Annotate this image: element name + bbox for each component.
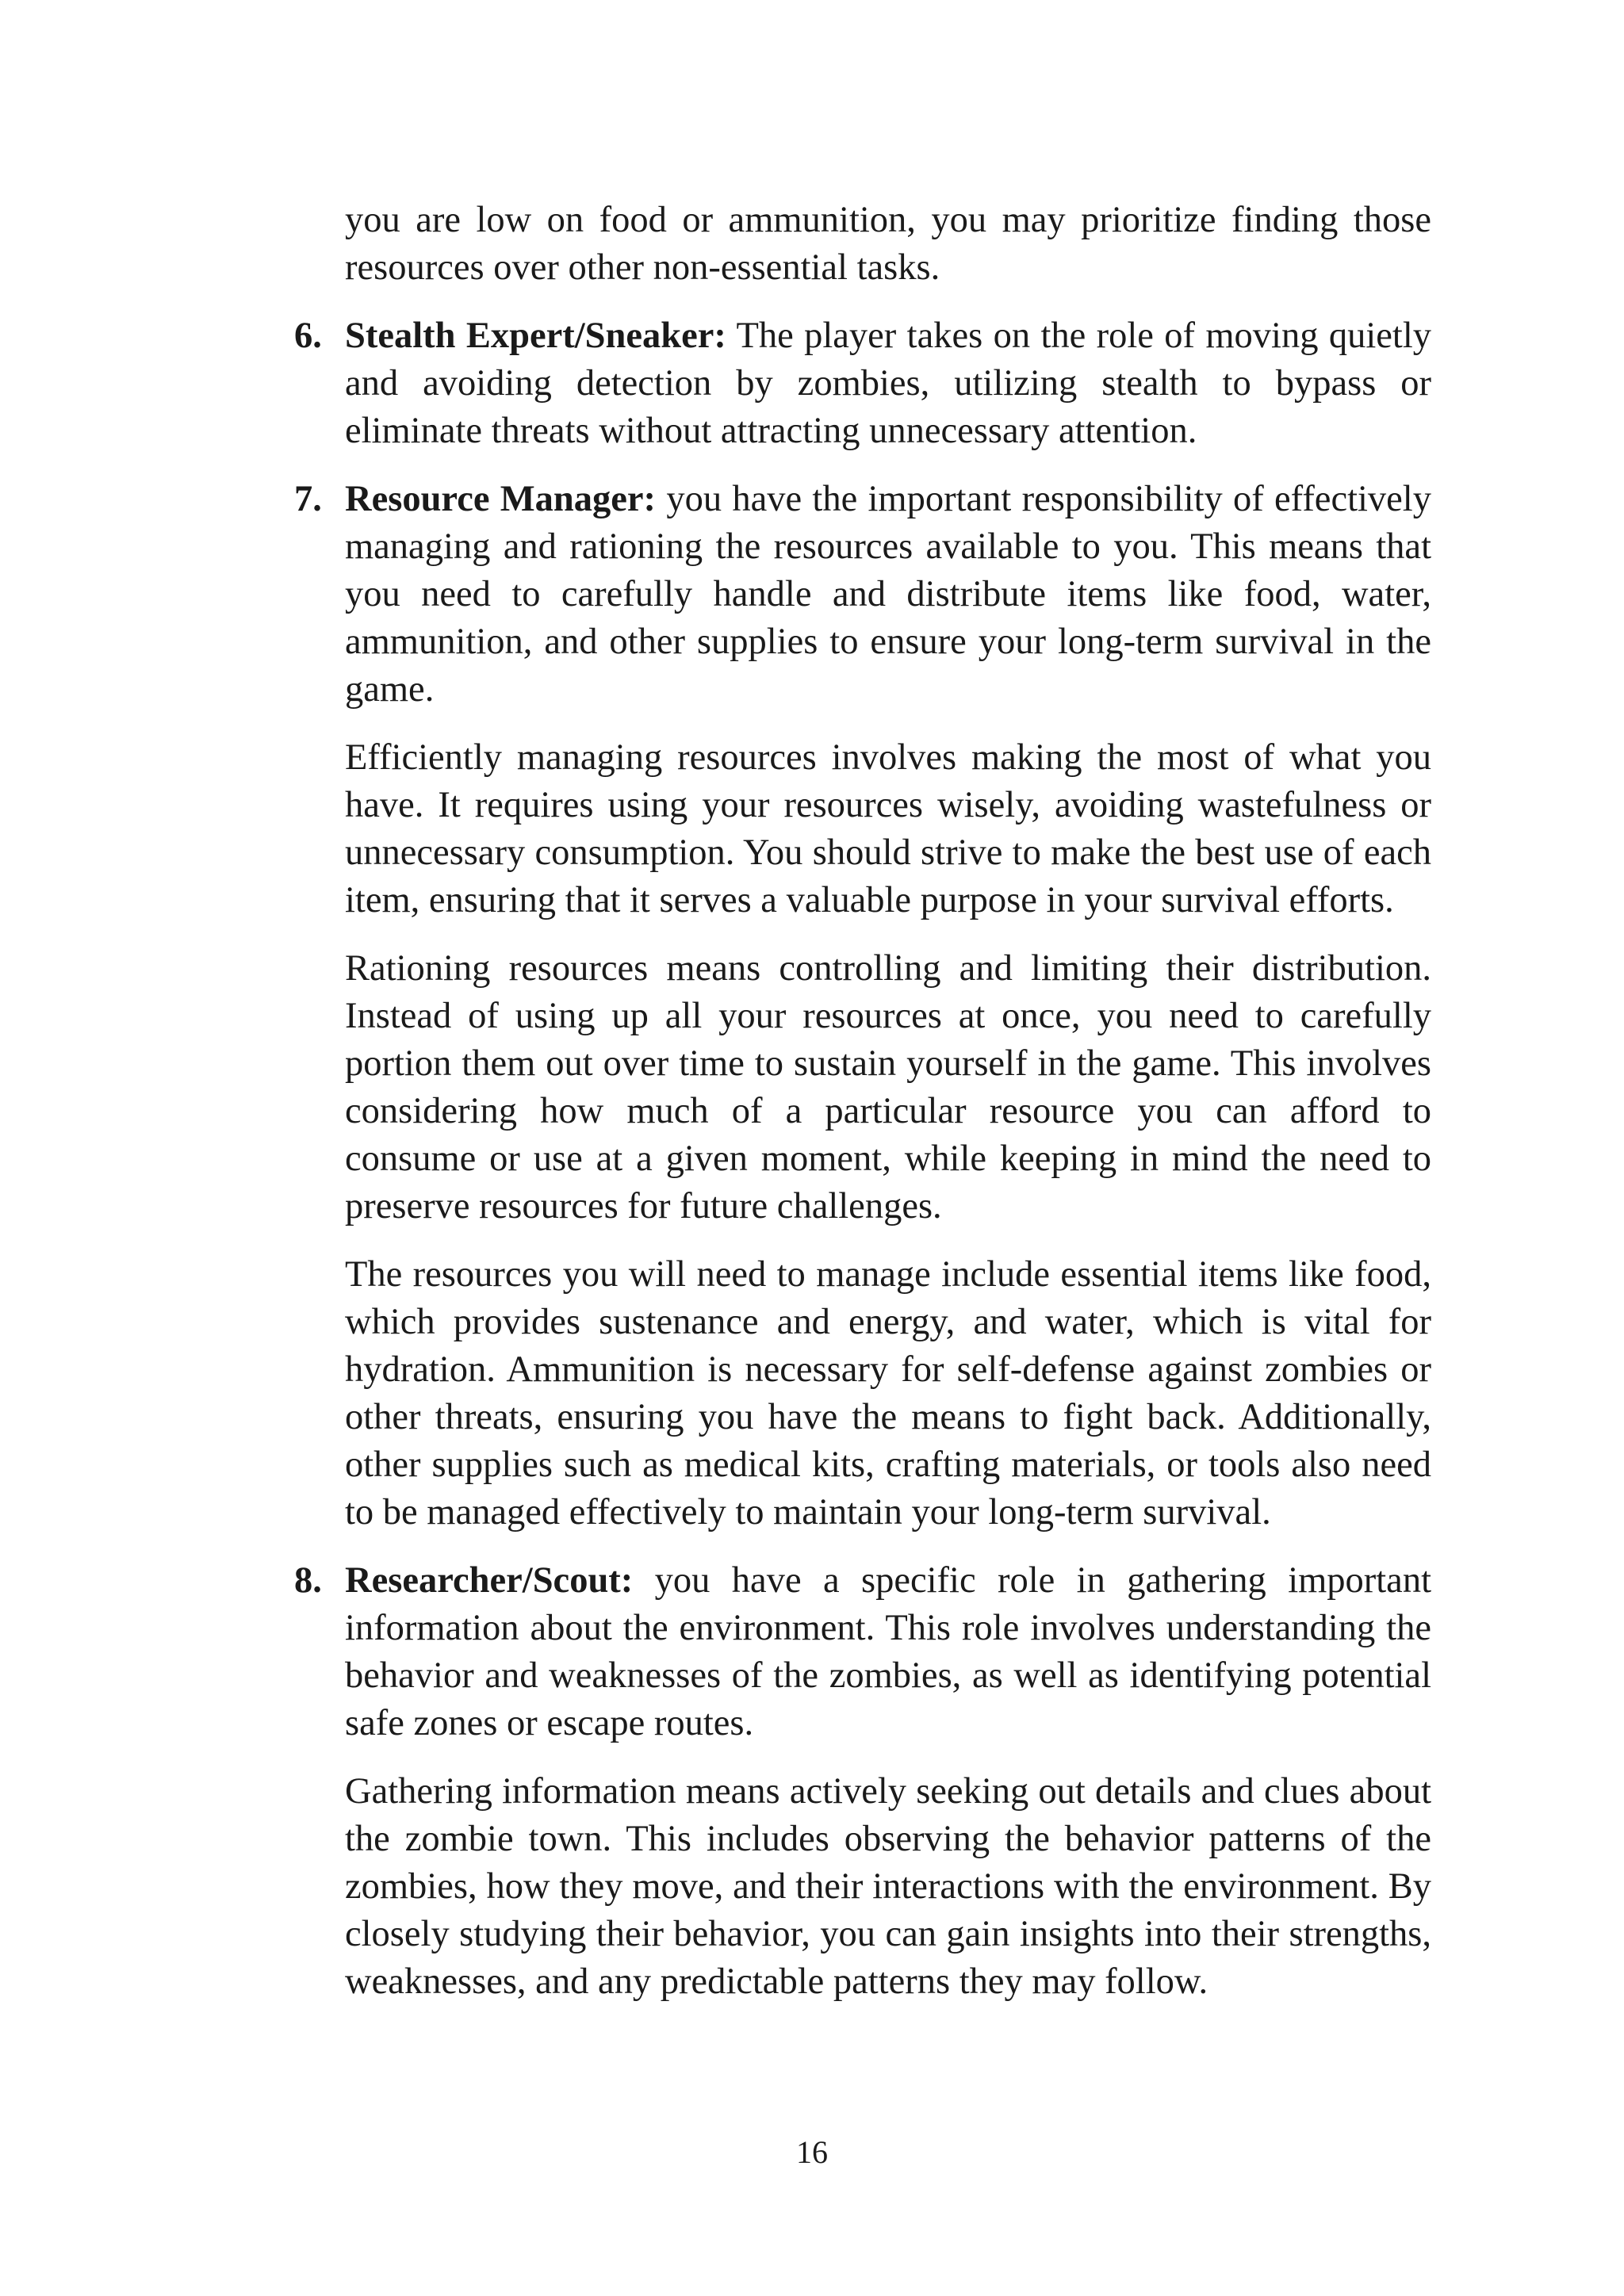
list-item-stealth-expert xyxy=(294,312,1431,455)
list-number: 8. xyxy=(294,1560,322,1601)
list-item-text: you have a specific role in gathering important information about the environment. This role involves understanding the behavior and weaknesses of the zombies, as well as identifying potential safe zones or escape routes. xyxy=(345,1560,1431,1743)
list-item-title: Researcher/Scout: xyxy=(345,1560,634,1601)
list-item-title: Stealth Expert/Sneaker: xyxy=(345,316,726,356)
list-item-body xyxy=(345,476,1431,714)
paragraph: Rationing resources means controlling and limiting their distribution. Instead of using up all your resources at once, you need to carefully portion them out over time to sustain yourself in the game. This involves considering how much of a particular resource you can afford to consume or use at a given moment, while keeping in mind the need to preserve resources for future challenges. xyxy=(345,948,1431,1226)
paragraph: Gathering information means actively seeking out details and clues about the zombie town. This includes observing the behavior patterns of the zombies, how they move, and their interactions with the environment. By closely studying their behavior, you can gain insights into their strengths, weaknesses, and any predictable patterns they may follow. xyxy=(345,1771,1431,2002)
list-item-text: you have the important responsibility of effectively managing and rationing the resources available to you. This means that you need to carefully handle and distribute items like food, water, ammunition, and other supplies to ensure your long-term survival in the game. xyxy=(345,479,1431,710)
list-item-text: The player takes on the role of moving quietly and avoiding detection by zombies, utilizing stealth to bypass or eliminate threats without attracting unnecessary attention. xyxy=(345,316,1431,451)
list-item-title: Resource Manager: xyxy=(345,479,657,519)
continued-paragraph: you are low on food or ammunition, you may prioritize finding those resources over other non-essential tasks. xyxy=(345,200,1431,288)
page-content xyxy=(294,197,1431,2026)
list-item-resource-manager xyxy=(294,476,1431,1536)
list-item-body xyxy=(345,1557,1431,1747)
paragraph: Efficiently managing resources involves making the most of what you have. It requires using your resources wisely, avoiding wastefulness or unnecessary consumption. You should strive to make the best use of each item, ensuring that it serves a valuable purpose in your survival efforts. xyxy=(345,737,1431,920)
list-item-researcher-scout xyxy=(294,1557,1431,2006)
list-number: 7. xyxy=(294,479,322,519)
list-number: 6. xyxy=(294,316,322,356)
paragraph: The resources you will need to manage include essential items like food, which provides sustenance and energy, and water, which is vital for hydration. Ammunition is necessary for self-defense against zombies or other threats, ensuring you have the means to fight back. Additionally, other supplies such as medical kits, crafting materials, or tools also need to be managed effectively to maintain your long-term survival. xyxy=(345,1254,1431,1533)
page-number: 16 xyxy=(796,2134,828,2170)
list-item-body xyxy=(345,312,1431,455)
